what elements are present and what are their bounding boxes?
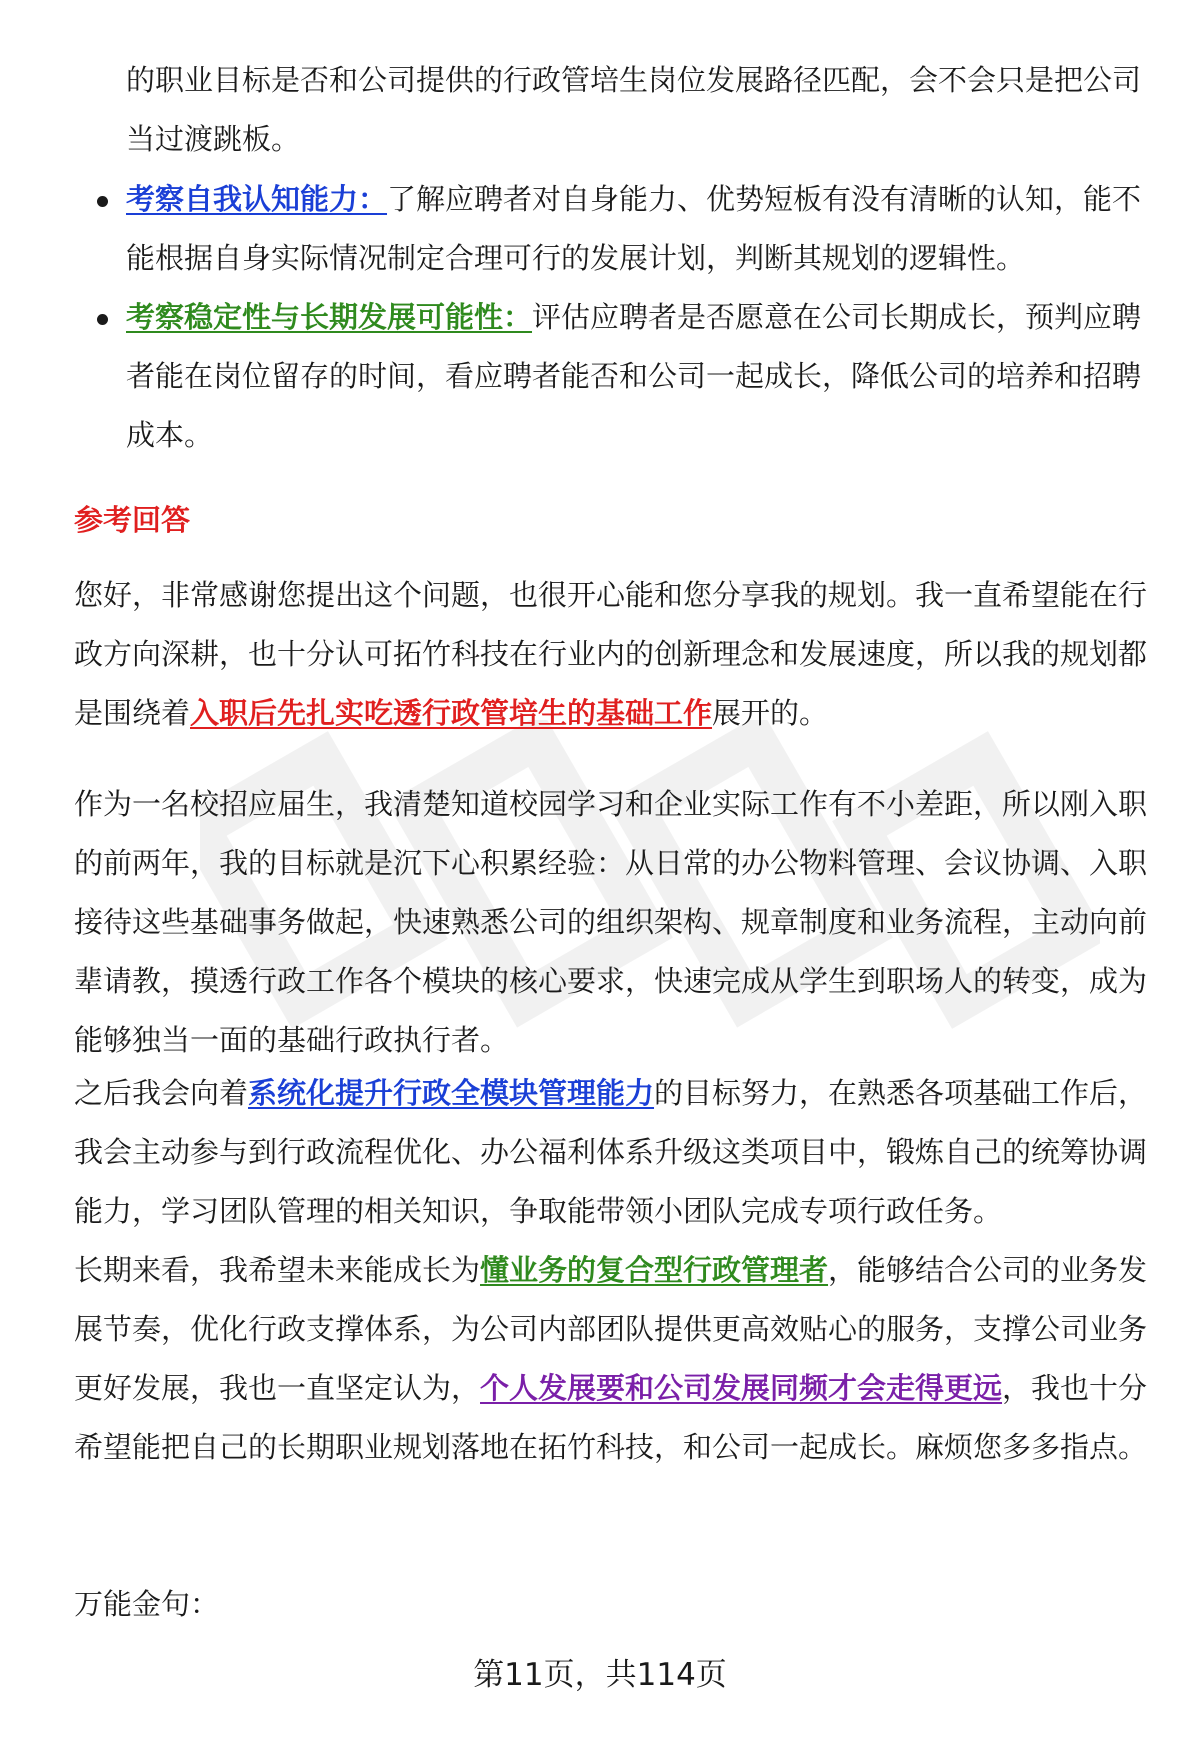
answer-paragraph: 作为一名校招应届生，我清楚知道校园学习和企业实际工作有不小差距，所以刚入职的前两年，我的目标就是沉下心积累经验：从日常的办公物料管理、会议协调、入职接待这些基础事务做起，快速熟悉公司的组织架构、规章制度和业务流程，主动向前辈请教，摸透行政工作各个模块的核心要求，快速完成从学生到职场人的转变，成为能够独当一面的基础行政执行者。 — [74, 787, 1148, 1057]
continuation-text: 的职业目标是否和公司提供的行政管培生岗位发展路径匹配，会不会只是把公司当过渡跳板。 — [126, 63, 1142, 156]
highlight-text: 系统化提升行政全模块管理能力 — [248, 1076, 655, 1110]
bullet-dot-icon — [97, 314, 108, 325]
golden-sentence-label: 万能金句： — [74, 1587, 220, 1621]
bullet-list — [126, 170, 1146, 465]
answer-paragraph — [74, 1064, 1148, 1241]
paragraph-text: ，能够结合公司的业务发展节奏，优化行政支撑体系，为公司内部团队提供更高效贴心的服务，支撑公司业务更好发展，我也一直坚定认为， — [74, 1253, 1148, 1405]
highlight-text: 个人发展要和公司发展同频才会走得更远 — [480, 1371, 1003, 1405]
highlight-text: 入职后先扎实吃透行政管培生的基础工作 — [190, 696, 713, 730]
list-item — [126, 288, 1146, 465]
page-footer: 第11页，共114页 — [473, 1657, 727, 1693]
paragraph-text: 之后我会向着 — [74, 1076, 249, 1110]
paragraph-text: 展开的。 — [712, 696, 829, 730]
paragraph-text: 您好，非常感谢您提出这个问题，也很开心能和您分享我的规划。我一直希望能在行政方向深耕，也十分认可拓竹科技在行业内的创新理念和发展速度，所以我的规划都是围绕着 — [74, 578, 1148, 730]
answer-paragraph — [74, 566, 1148, 743]
highlight-text: 懂业务的复合型行政管理者 — [480, 1253, 829, 1287]
bullet-keyword-self-awareness: 考察自我认知能力： — [126, 182, 388, 216]
paragraph-text: 的目标努力，在熟悉各项基础工作后，我会主动参与到行政流程优化、办公福利体系升级这类项目中，锻炼自己的统筹协调能力，学习团队管理的相关知识，争取能带领小团队完成专项行政任务。 — [74, 1076, 1148, 1228]
bullet-dot-icon — [97, 196, 108, 207]
bullet-keyword-stability: 考察稳定性与长期发展可能性： — [126, 300, 533, 334]
answer-paragraph — [74, 1241, 1148, 1477]
list-item — [126, 170, 1146, 288]
paragraph-text: 长期来看，我希望未来能成长为 — [74, 1253, 481, 1287]
paragraph-text: ，我也十分希望能把自己的长期职业规划落地在拓竹科技，和公司一起成长。麻烦您多多指点。 — [74, 1371, 1148, 1464]
section-title: 参考回答 — [74, 503, 191, 537]
bullet-text: 了解应聘者对自身能力、优势短板有没有清晰的认知，能不能根据自身实际情况制定合理可行的发展计划，判断其规划的逻辑性。 — [126, 182, 1142, 275]
bullet-text: 评估应聘者是否愿意在公司长期成长，预判应聘者能在岗位留存的时间，看应聘者能否和公司一起成长，降低公司的培养和招聘成本。 — [126, 300, 1142, 452]
